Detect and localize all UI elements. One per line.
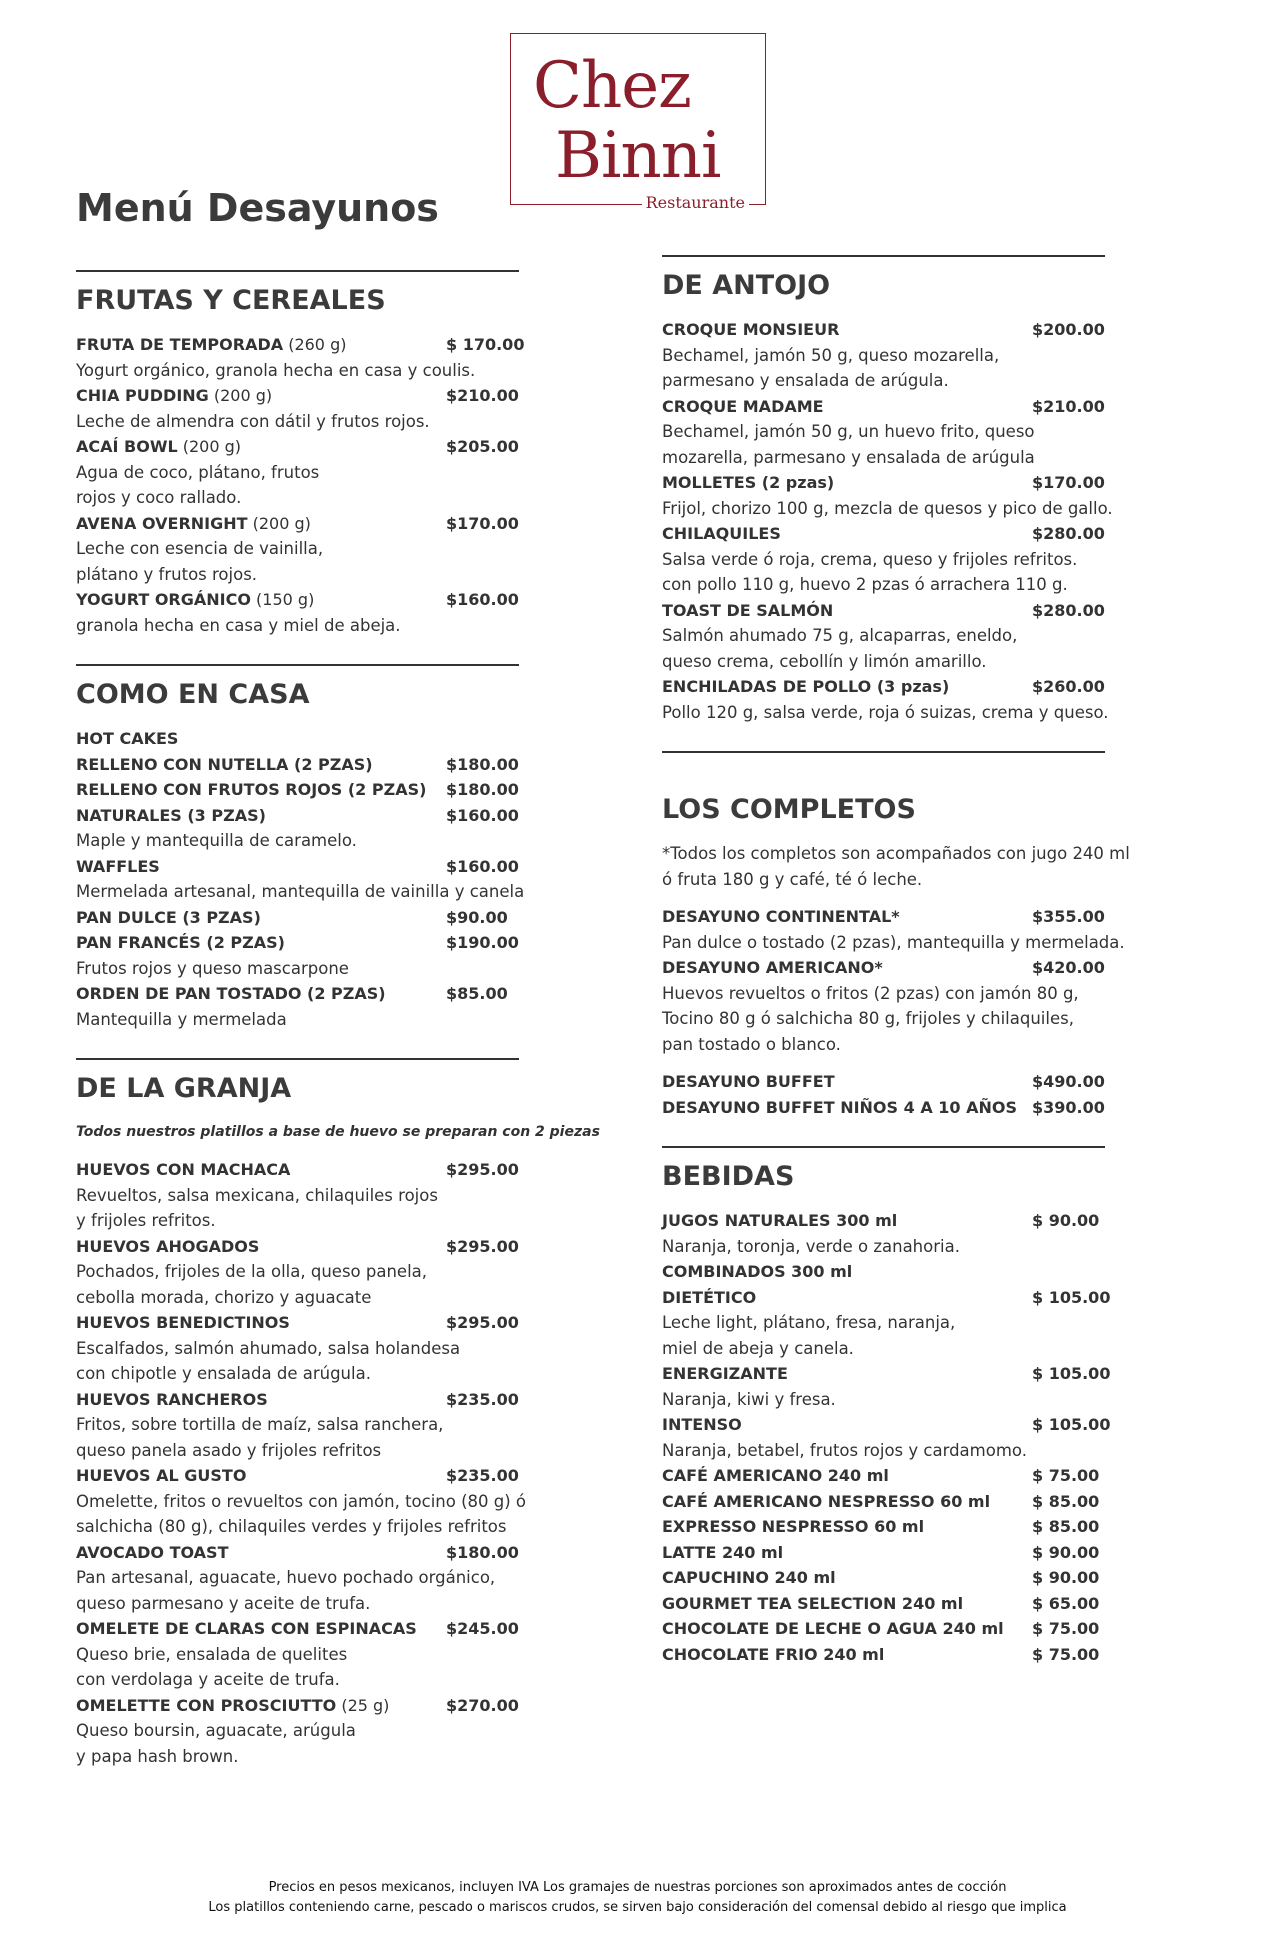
menu-item-description: Queso brie, ensalada de quelites con verdolaga y aceite de trufa. [76, 1644, 348, 1689]
menu-item-description: Leche de almendra con dátil y frutos rojos. [76, 411, 430, 431]
menu-item-name [76, 587, 446, 613]
menu-item [662, 1616, 1142, 1642]
menu-item-name: DESAYUNO BUFFET NIÑOS 4 A 10 AÑOS [662, 1097, 1018, 1117]
menu-item-description: Salmón ahumado 75 g, alcaparras, eneldo, queso crema, cebollín y limón amarillo. [662, 626, 1018, 671]
section-title: BEBIDAS [662, 1161, 795, 1192]
menu-item [662, 1361, 1142, 1387]
menu-item-name [76, 854, 446, 880]
menu-item-name [76, 383, 446, 409]
item-portion: (260 g) [283, 335, 347, 354]
page-title: Menú Desayunos [76, 186, 439, 230]
item-name-text: INTENSO [662, 1415, 742, 1434]
menu-item [76, 1463, 606, 1489]
menu-item [76, 777, 606, 803]
menu-item [662, 1489, 1142, 1515]
menu-item-description: Frijol, chorizo 100 g, mezcla de quesos y pico de gallo. [662, 498, 1113, 518]
menu-item-price: $ 75.00 [1032, 1619, 1100, 1638]
menu-item [662, 1463, 1142, 1489]
item-name-text: PAN DULCE (3 PZAS) [76, 907, 261, 927]
item-name-text: AVOCADO TOAST [76, 1542, 229, 1562]
section-divider [76, 1058, 519, 1060]
menu-item [662, 1285, 1142, 1311]
menu-item-price: $170.00 [1032, 473, 1105, 492]
item-portion: (200 g) [208, 386, 273, 405]
menu-item-price: $295.00 [446, 1160, 519, 1179]
menu-item-price: $170.00 [446, 513, 519, 533]
item-portion: (25 g) [336, 1695, 390, 1715]
item-name-text: CHILAQUILES [662, 524, 781, 543]
item-name-text: CROQUE MONSIEUR [662, 320, 840, 339]
menu-item [662, 1591, 1142, 1617]
menu-item-price: $235.00 [446, 1389, 519, 1409]
menu-item-price: $160.00 [446, 856, 519, 876]
item-name-text: ACAÍ BOWL [76, 437, 178, 456]
section-divider [76, 270, 519, 272]
right-column [662, 255, 1142, 1693]
section-divider [662, 751, 1105, 753]
item-portion: (200 g) [177, 437, 242, 456]
menu-item-description: Mermelada artesanal, mantequilla de vainilla y canela [76, 882, 525, 901]
menu-item [662, 394, 1142, 420]
item-name-text: TOAST DE SALMÓN [662, 600, 834, 620]
menu-item-price: $160.00 [446, 805, 519, 825]
item-name-text: GOURMET TEA SELECTION 240 ml [662, 1593, 964, 1613]
item-name-text: LATTE 240 ml [662, 1542, 784, 1562]
logo-word-restaurante: Restaurante [642, 193, 749, 212]
menu-item-price: $205.00 [446, 437, 519, 456]
menu-item [662, 1642, 1142, 1668]
menu-item [76, 854, 606, 880]
menu-item-name [76, 1157, 446, 1183]
menu-item [76, 726, 606, 752]
menu-item-name [76, 1540, 446, 1566]
menu-item-name [76, 726, 446, 752]
menu-list [662, 904, 1142, 1057]
menu-item-price: $490.00 [1032, 1072, 1105, 1091]
menu-item [76, 981, 606, 1007]
section-de-la-granja [76, 1058, 606, 1769]
menu-item-name [662, 1514, 1032, 1540]
menu-item-price: $ 90.00 [1032, 1568, 1100, 1587]
section-divider [662, 255, 1105, 257]
menu-item-price: $ 90.00 [1032, 1542, 1100, 1562]
item-name-text: CAFÉ AMERICANO NESPRESSO 60 ml [662, 1491, 991, 1511]
menu-item [76, 803, 606, 829]
section-frutas [76, 270, 606, 638]
menu-item [662, 1069, 1142, 1095]
item-name-text: RELLENO CON FRUTOS ROJOS (2 PZAS) [76, 780, 427, 799]
menu-item [662, 674, 1142, 700]
menu-list [76, 332, 606, 638]
menu-item-description: Escalfados, salmón ahumado, salsa holandesa con chipotle y ensalada de arúgula. [76, 1338, 461, 1383]
menu-item-price: $280.00 [1032, 524, 1105, 543]
menu-item-description: Naranja, betabel, frutos rojos y cardamomo. [662, 1440, 1027, 1460]
menu-item-price: $245.00 [446, 1619, 519, 1638]
item-portion: (150 g) [250, 590, 315, 609]
menu-item-price: $180.00 [446, 780, 519, 799]
menu-item-price: $235.00 [446, 1466, 519, 1485]
item-name-text: HOT CAKES [76, 729, 179, 748]
menu-list [662, 1208, 1142, 1667]
item-name-text: CROQUE MADAME [662, 396, 824, 416]
menu-item-description: Salsa verde ó roja, crema, queso y frijoles refritos. con pollo 110 g, huevo 2 pzas ó arrachera 110 g. [662, 549, 1078, 594]
item-name-text: DESAYUNO CONTINENTAL* [662, 907, 900, 926]
logo-word-binni: Binni [555, 119, 721, 193]
menu-item [662, 1412, 1142, 1438]
section-divider [662, 1146, 1105, 1148]
menu-item-description: Omelette, fritos o revueltos con jamón, tocino (80 g) ó salchicha (80 g), chilaquiles verdes y frijoles refritos [76, 1491, 527, 1536]
menu-item-price: $ 170.00 [446, 335, 525, 354]
menu-item-name [76, 1463, 446, 1489]
item-name-text: OMELETE DE CLARAS CON ESPINACAS [76, 1619, 417, 1638]
menu-item-description: Naranja, toronja, verde o zanahoria. [662, 1236, 960, 1256]
menu-item-name [76, 777, 446, 803]
menu-item-name [76, 930, 446, 956]
menu-item-price: $160.00 [446, 590, 519, 609]
menu-item-description: Pan artesanal, aguacate, huevo pochado orgánico, queso parmesano y aceite de trufa. [76, 1568, 496, 1613]
menu-item-description: Agua de coco, plátano, frutos rojos y coco rallado. [76, 462, 320, 507]
menu-item [662, 1095, 1142, 1121]
menu-item-description: Maple y mantequilla de caramelo. [76, 831, 357, 850]
menu-item-price: $200.00 [1032, 320, 1105, 339]
section-de-antojo [662, 255, 1142, 753]
menu-item-price: $280.00 [1032, 600, 1105, 620]
menu-item-name [662, 955, 1032, 981]
menu-item-name [662, 1540, 1032, 1566]
footer-line: Precios en pesos mexicanos, incluyen IVA Los gramajes de nuestras porciones son aproximados antes de cocción [268, 1880, 1007, 1895]
menu-item-name [662, 1208, 1032, 1234]
menu-item-price: $ 105.00 [1032, 1415, 1111, 1434]
menu-item [76, 752, 606, 778]
menu-item-price: $420.00 [1032, 958, 1105, 977]
menu-item-name [662, 904, 1032, 930]
menu-list [76, 726, 606, 1032]
restaurant-logo [510, 33, 766, 212]
menu-item-description: Bechamel, jamón 50 g, un huevo frito, queso mozarella, parmesano y ensalada de arúgula [662, 422, 1035, 467]
menu-item-price: $90.00 [446, 907, 508, 927]
menu-list [662, 317, 1142, 725]
menu-item [662, 1259, 1142, 1285]
item-name-text: HUEVOS AHOGADOS [76, 1236, 260, 1256]
menu-item-name [662, 598, 1032, 624]
menu-item-name: DESAYUNO BUFFET [662, 1072, 835, 1091]
menu-item-description: Frutos rojos y queso mascarpone [76, 958, 349, 978]
item-name-text: JUGOS NATURALES 300 ml [662, 1211, 898, 1230]
menu-item-price: $210.00 [1032, 396, 1105, 416]
menu-item [76, 1310, 606, 1336]
item-name-text: HUEVOS RANCHEROS [76, 1389, 268, 1409]
menu-item-price: $ 75.00 [1032, 1644, 1100, 1664]
section-title: LOS COMPLETOS [662, 794, 916, 825]
section-title: DE LA GRANJA [76, 1073, 292, 1104]
left-column [76, 270, 606, 1795]
item-name-text: CHOCOLATE FRIO 240 ml [662, 1644, 885, 1664]
menu-item-name [662, 394, 1032, 420]
menu-item-description: Pollo 120 g, salsa verde, roja ó suizas, crema y queso. [662, 702, 1109, 722]
section-note: Todos nuestros platillos a base de huevo se preparan con 2 piezas [76, 1124, 600, 1140]
menu-item-description: Revueltos, salsa mexicana, chilaquiles rojos y frijoles refritos. [76, 1185, 438, 1230]
menu-item-name [76, 511, 446, 537]
menu-item-price: $390.00 [1032, 1097, 1105, 1117]
menu-item-name [662, 1565, 1032, 1591]
menu-item-description: Mantequilla y mermelada [76, 1009, 287, 1029]
menu-item [662, 470, 1142, 496]
item-portion: (200 g) [247, 513, 311, 533]
item-name-text: ORDEN DE PAN TOSTADO (2 PZAS) [76, 984, 386, 1003]
menu-item-name [76, 1616, 446, 1642]
menu-item-name [662, 1285, 1032, 1311]
menu-item [662, 598, 1142, 624]
menu-item-name [662, 1259, 1032, 1285]
menu-item-name [76, 1387, 446, 1413]
section-title: FRUTAS Y CEREALES [76, 285, 386, 316]
item-name-text: NATURALES (3 PZAS) [76, 805, 266, 825]
menu-item-description: Leche con esencia de vainilla, plátano y frutos rojos. [76, 539, 324, 584]
menu-item-description: Queso boursin, aguacate, arúgula y papa hash brown. [76, 1721, 356, 1766]
item-name-text: WAFFLES [76, 856, 160, 876]
menu-item-description: granola hecha en casa y miel de abeja. [76, 615, 401, 635]
menu-item-name [662, 1412, 1032, 1438]
menu-item-price: $355.00 [1032, 907, 1105, 926]
item-name-text: AVENA OVERNIGHT [76, 513, 248, 533]
menu-item-price: $190.00 [446, 933, 519, 952]
menu-item-price: $ 85.00 [1032, 1517, 1100, 1536]
menu-item-price: $270.00 [446, 1695, 519, 1715]
menu-item-price: $180.00 [446, 1542, 519, 1562]
menu-item-price: $ 105.00 [1032, 1364, 1111, 1383]
menu-item-description: Naranja, kiwi y fresa. [662, 1389, 836, 1409]
item-name-text: DESAYUNO AMERICANO* [662, 958, 883, 977]
menu-item [76, 1616, 606, 1642]
buffet-list [662, 1069, 1142, 1120]
menu-item-description: Pan dulce o tostado (2 pzas), mantequilla y mermelada. [662, 932, 1125, 952]
item-name-text: ENCHILADAS DE POLLO (3 pzas) [662, 677, 950, 696]
menu-item [76, 905, 606, 931]
menu-item-name [76, 332, 446, 358]
menu-item [76, 1693, 606, 1719]
menu-item-name [76, 1310, 446, 1336]
menu-item [76, 1540, 606, 1566]
item-name-text: EXPRESSO NESPRESSO 60 ml [662, 1517, 925, 1536]
section-divider [76, 664, 519, 666]
item-name-text: PAN FRANCÉS (2 PZAS) [76, 933, 285, 952]
item-name-text: HUEVOS CON MACHACA [76, 1160, 291, 1179]
menu-item [76, 587, 606, 613]
menu-item-description: Yogurt orgánico, granola hecha en casa y coulis. [76, 360, 476, 380]
item-name-text: HUEVOS AL GUSTO [76, 1466, 247, 1485]
menu-item-price: $295.00 [446, 1313, 519, 1332]
menu-item-description: Leche light, plátano, fresa, naranja, miel de abeja y canela. [662, 1313, 956, 1358]
menu-item-price: $295.00 [446, 1236, 519, 1256]
menu-item [662, 1540, 1142, 1566]
menu-item [76, 1157, 606, 1183]
menu-item-name [76, 434, 446, 460]
item-name-text: HUEVOS BENEDICTINOS [76, 1313, 290, 1332]
menu-item-price: $210.00 [446, 386, 519, 405]
menu-item [76, 1387, 606, 1413]
item-name-text: ENERGIZANTE [662, 1364, 788, 1383]
footer-line: Los platillos conteniendo carne, pescado o mariscos crudos, se sirven bajo consideración del comensal debido al riesgo que implica [208, 1900, 1067, 1915]
menu-list [76, 1157, 606, 1769]
menu-item-price: $ 105.00 [1032, 1287, 1111, 1307]
menu-item-name [76, 1234, 446, 1260]
menu-item [662, 955, 1142, 981]
section-title: COMO EN CASA [76, 679, 310, 710]
item-name-text: CAPUCHINO 240 ml [662, 1568, 836, 1587]
menu-item [76, 1234, 606, 1260]
menu-item-name [76, 803, 446, 829]
menu-item-name [662, 1616, 1032, 1642]
item-name-text: YOGURT ORGÁNICO [76, 590, 251, 609]
menu-item-price: $85.00 [446, 984, 508, 1003]
menu-item [76, 434, 606, 460]
menu-item-name [662, 1591, 1032, 1617]
item-name-text: CHIA PUDDING [76, 386, 209, 405]
footer [0, 1878, 1275, 1918]
menu-item-name [76, 981, 446, 1007]
menu-item-name [662, 1463, 1032, 1489]
item-name-text: FRUTA DE TEMPORADA [76, 335, 284, 354]
section-note: *Todos los completos son acompañados con jugo 240 ml ó fruta 180 g y café, té ó leche. [662, 844, 1130, 889]
menu-item-price: $ 90.00 [1032, 1211, 1100, 1230]
section-bebidas [662, 1146, 1142, 1667]
menu-item-name [76, 905, 446, 931]
menu-item-price: $ 65.00 [1032, 1593, 1100, 1613]
menu-item [662, 1565, 1142, 1591]
section-como-en-casa [76, 664, 606, 1032]
menu-item [76, 383, 606, 409]
menu-item [76, 511, 606, 537]
menu-item [76, 332, 606, 358]
menu-item-name [662, 1361, 1032, 1387]
item-name-text: CHOCOLATE DE LECHE O AGUA 240 ml [662, 1619, 1004, 1638]
item-name-text: CAFÉ AMERICANO 240 ml [662, 1466, 889, 1485]
menu-item [76, 930, 606, 956]
menu-item-name [662, 674, 1032, 700]
menu-item-description: Huevos revueltos o fritos (2 pzas) con jamón 80 g, Tocino 80 g ó salchicha 80 g, frijoles y chilaquiles, pan tostado o blanco. [662, 983, 1079, 1054]
menu-item [662, 521, 1142, 547]
item-name-text: MOLLETES (2 pzas) [662, 473, 835, 492]
menu-item-description: Bechamel, jamón 50 g, queso mozarella, parmesano y ensalada de arúgula. [662, 345, 1000, 390]
menu-item-name [76, 1693, 446, 1719]
menu-item [662, 1208, 1142, 1234]
item-name-text: COMBINADOS 300 ml [662, 1262, 853, 1281]
menu-item-name [76, 752, 446, 778]
menu-item [662, 317, 1142, 343]
section-los-completos [662, 793, 1142, 1120]
menu-item [662, 904, 1142, 930]
menu-item-description: Fritos, sobre tortilla de maíz, salsa ranchera, queso panela asado y frijoles refritos [76, 1415, 444, 1460]
section-title: DE ANTOJO [662, 270, 831, 301]
menu-item-name [662, 1642, 1032, 1668]
item-name-text: RELLENO CON NUTELLA (2 PZAS) [76, 754, 373, 774]
logo-word-chez: Chez [533, 49, 691, 123]
menu-item-name [662, 1489, 1032, 1515]
item-name-text: OMELETTE CON PROSCIUTTO [76, 1695, 337, 1715]
menu-item-name [662, 521, 1032, 547]
menu-item-price: $ 85.00 [1032, 1491, 1100, 1511]
menu-item-price: $260.00 [1032, 677, 1105, 696]
menu-item [662, 1514, 1142, 1540]
menu-item-price: $180.00 [446, 754, 519, 774]
menu-item-name [662, 470, 1032, 496]
menu-item-name [662, 317, 1032, 343]
item-name-text: DIETÉTICO [662, 1287, 757, 1307]
menu-item-price: $ 75.00 [1032, 1466, 1100, 1485]
menu-item-description: Pochados, frijoles de la olla, queso panela, cebolla morada, chorizo y aguacate [76, 1262, 428, 1307]
